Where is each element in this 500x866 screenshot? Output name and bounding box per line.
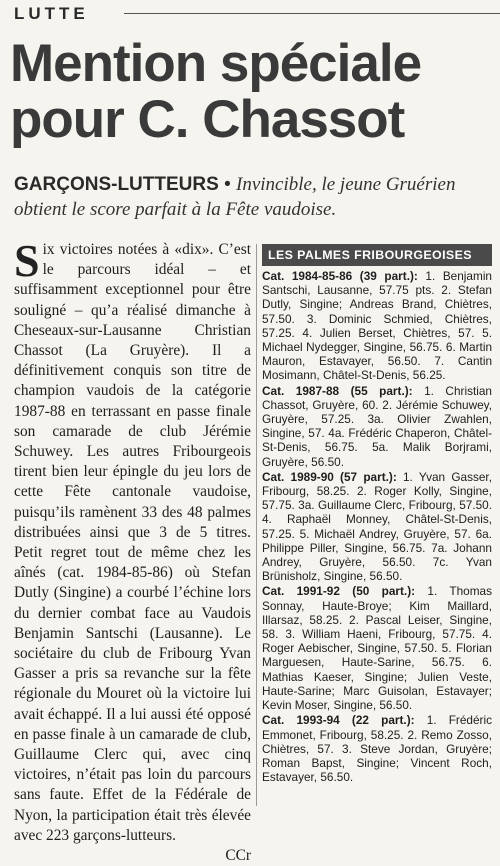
author-signature: CCr <box>225 847 251 865</box>
sidebar-title: LES PALMES FRIBOURGEOISES <box>262 244 492 266</box>
category-results: 1. Benjamin Santschi, Lausanne, 57.75 pts. 2. Stefan Dutly, Singine; Andreas Brand, Chiètres, 57.50. 3. Dominic Schmied, Chiètres, 57.25. 4. Julien Berset, Chiètres, 57. 5. Michael Nydegger, Singine, 56.75. 6. Martin Mauron, Estavayer, 56.50. 7. Cantin Mosimann, Châtel-St-Denis, 56.25. <box>262 269 492 383</box>
deck-separator: • <box>224 174 231 195</box>
section-rule <box>124 13 500 14</box>
category-title: Cat. 1987-88 (55 part.): <box>262 383 413 398</box>
deck-kicker: GARÇONS-LUTTEURS <box>14 174 219 195</box>
drop-cap: S <box>14 235 40 286</box>
results-entry <box>262 584 492 712</box>
article-body <box>14 235 251 866</box>
category-title: Cat. 1989-90 (57 part.): <box>262 469 397 484</box>
category-title: Cat. 1991-92 (50 part.): <box>262 584 416 599</box>
category-title: Cat. 1993-94 (22 part.): <box>262 713 415 728</box>
category-results: 1. Yvan Gasser, Fribourg, 58.25. 2. Roger Kolly, Singine, 57.75. 3a. Guillaume Clerc, Fribourg, 57.50. 4. Raphaël Monney, Châtel-St-Denis, 57.25. 5. Michaël Andrey, Gruyère, 57. 6a. Philippe Piller, Singine, 56.75. 7a. Johann Andrey, Gruyère, 56.50. 7c. Yvan Brünisholz, Singine, 56.50. <box>262 469 492 584</box>
category-results: 1. Thomas Sonnay, Haute-Broye; Kim Maillard, Illarsaz, 58.25. 2. Pascal Leiser, Singine, 58. 3. William Haeni, Fribourg, 57.75. 4. Roger Aebischer, Singine, 57.50. 5. Florian Marguesen, Haute-Sarine, 56.75. 6. Mathias Kaeser, Singine; Julien Veste, Haute-Sarine; Marc Guisolan, Estavayer; Kevin Moser, Singine, 56.50. <box>262 584 492 713</box>
column-divider <box>256 244 257 806</box>
results-entry <box>262 713 492 784</box>
results-sidebar <box>262 244 492 785</box>
category-results: 1. Frédéric Emmonet, Fribourg, 58.25. 2. Remo Zosso, Chiètres, 57. 3. Steve Jordan, Gruyère; Roman Bapst, Singine; Vincent Roch, Estavayer, 56.50. <box>262 713 492 785</box>
category-results: 1. Christian Chassot, Gruyère, 60. 2. Jérémie Schuwey, Gruyère, 57.25. 3a. Olivier Zwahlen, Singine, 57. 4a. Frédéric Chaperon, Châtel-St-Denis, 56.75. 5a. Malik Borjrami, Gruyère, 56.50. <box>262 383 492 469</box>
results-list <box>262 269 492 784</box>
headline-line-1: Mention spéciale <box>10 34 422 93</box>
deck <box>14 172 494 222</box>
headline <box>10 36 495 148</box>
section-header <box>12 2 500 26</box>
results-entry <box>262 269 492 383</box>
category-title: Cat. 1984-85-86 (39 part.): <box>262 269 418 283</box>
article-text: ix victoires notées à «dix». C’est le parcours idéal – et suffisamment exceptionnel pour être souligné – qu’a réalisé dimanche à Cheseaux-sur-Lausanne Christian Chassot (La Gruyère). Il a définitivement conquis son titre de champion vaudois de la catégorie 1987-88 en terrassant en passe finale son camarade de club Jérémie Schuwey. Les autres Fribourgeois tirent bien leur épingle du jeu lors de cette Fête cantonale vaudoise, puisqu’ils ramènent 33 des 48 palmes distribuées ainsi que 3 de 5 titres. Petit regret tout de même chez les aînés (cat. 1984-85-86) où Stefan Dutly (Singine) a courbé l’échine lors du dernier combat face au Vaudois Benjamin Santschi (Lausanne). Le sociétaire du club de Fribourg Yvan Gasser a pris sa revanche sur la fête régionale du Mouret où la victoire lui avait échappé. Il a lui aussi été opposé en passe finale à un camarade de club, Guillaume Clerc qui, avec cinq victoires, n’était pas loin du parcours sans faute. Effet de la Fédérale de Nyon, la participation était très élevée avec 223 garçons-lutteurs. <box>14 241 251 844</box>
section-title: LUTTE <box>14 4 89 23</box>
deck-text: Invincible, le jeune Gruérien obtient le score parfait à la Fête vaudoise. <box>14 174 456 220</box>
headline-line-2: pour C. Chassot <box>10 90 405 149</box>
results-entry <box>262 470 492 584</box>
results-entry <box>262 384 492 469</box>
